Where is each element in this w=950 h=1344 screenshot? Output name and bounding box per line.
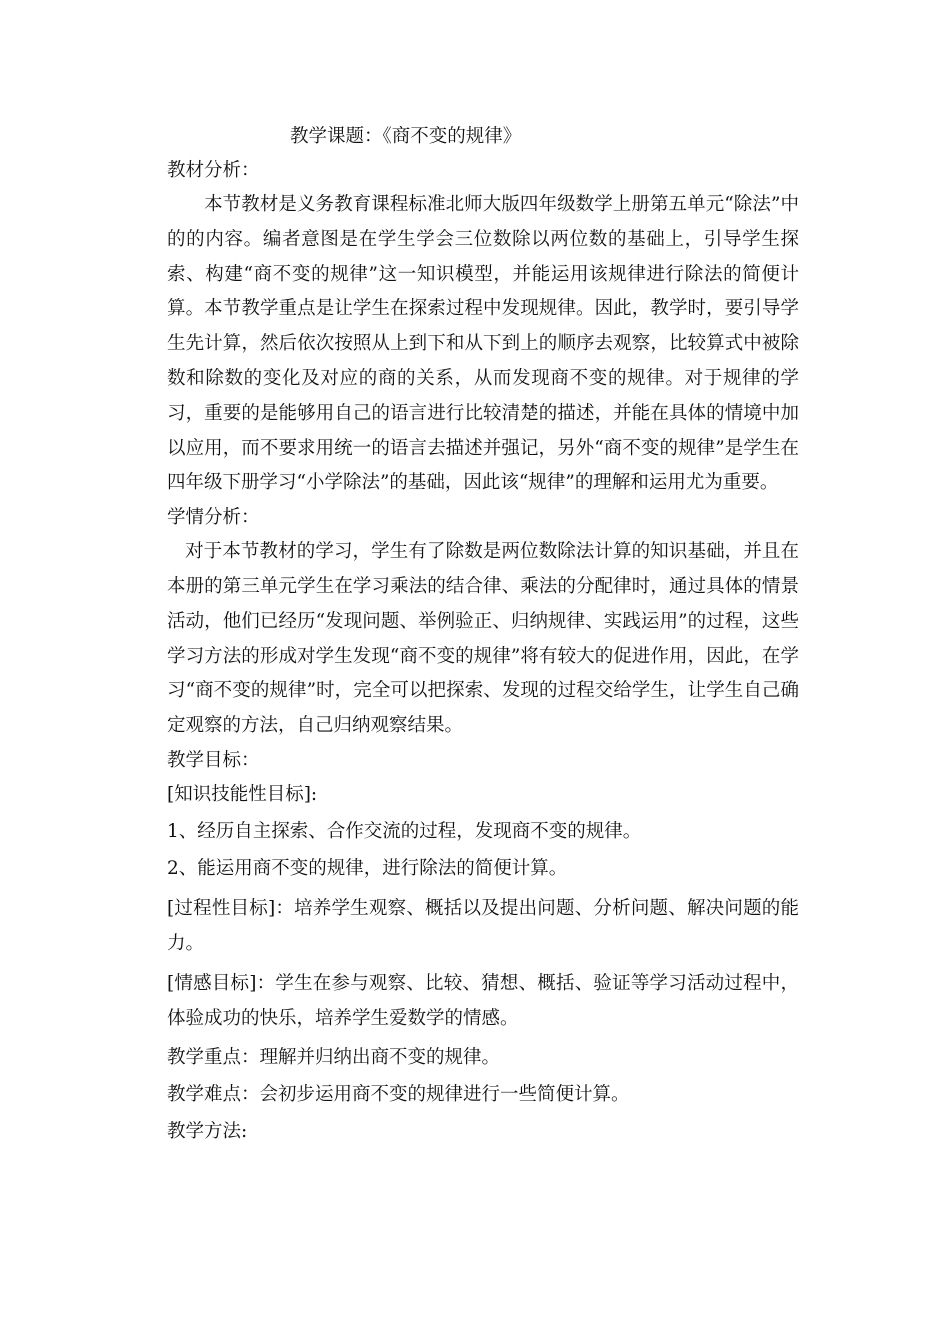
textbook-analysis-text: 本节教材是义务教育课程标准北师大版四年级数学上册第五单元“除法”中的的内容。编者意图是在学生学会三位数除以两位数的基础上，引导学生探索、构建“商不变的规律”这一知识模型，并能运用该规律进行除法的简便计算。本节教学重点是让学生在探索过程中发现规律。因此，教学时，要引导学生先计算，然后依次按照从上到下和从下到上的顺序去观察，比较算式中被除数和除数的变化及对应的商的关系，从而发现商不变的规律。对于规律的学习，重要的是能够用自己的语言进行比较清楚的描述，并能在具体的情境中加以应用，而不要求用统一的语言去描述并强记，另外“商不变的规律”是学生在四年级下册学习“小学除法”的基础，因此该“规律”的理解和运用尤为重要。 <box>167 194 799 494</box>
knowledge-goal-item: 1、经历自主探索、合作交流的过程，发现商不变的规律。 <box>167 820 642 842</box>
key-point: 教学重点：理解并归纳出商不变的规律。 <box>167 1046 501 1068</box>
difficult-point: 教学难点：会初步运用商不变的规律进行一些简便计算。 <box>167 1083 630 1105</box>
emotion-goal: [情感目标]：学生在参与观察、比较、猜想、概括、验证等学习活动过程中，体验成功的快乐，培养学生爱数学的情感。 <box>167 972 799 1029</box>
knowledge-goal-heading: [知识技能性目标]: <box>167 783 318 805</box>
knowledge-goal-item: 2、能运用商不变的规律，进行除法的简便计算。 <box>167 857 568 879</box>
student-analysis-text: 对于本节教材的学习，学生有了除数是两位数除法计算的知识基础，并且在本册的第三单元学生在学习乘法的结合律、乘法的分配律时，通过具体的情景活动，他们已经历“发现问题、举例验正、归纳规律、实践运用”的过程，这些学习方法的形成对学生发现“商不变的规律”将有较大的促进作用，因此，在学习“商不变的规律”时，完全可以把探索、发现的过程交给学生，让学生自己确定观察的方法，自己归纳观察结果。 <box>167 541 799 737</box>
teaching-method-heading: 教学方法: <box>167 1120 248 1142</box>
process-goal: [过程性目标]：培养学生观察、概括以及提出问题、分析问题、解决问题的能力。 <box>167 897 799 954</box>
textbook-analysis-paragraph <box>167 188 799 501</box>
document-page <box>167 120 799 1149</box>
student-analysis-heading: 学情分析： <box>167 507 260 529</box>
lesson-title: 教学课题：《商不变的规律》 <box>290 126 522 147</box>
textbook-analysis-heading: 教材分析： <box>167 160 260 181</box>
student-analysis-paragraph <box>167 535 799 744</box>
teaching-goals-heading: 教学目标： <box>167 749 260 771</box>
